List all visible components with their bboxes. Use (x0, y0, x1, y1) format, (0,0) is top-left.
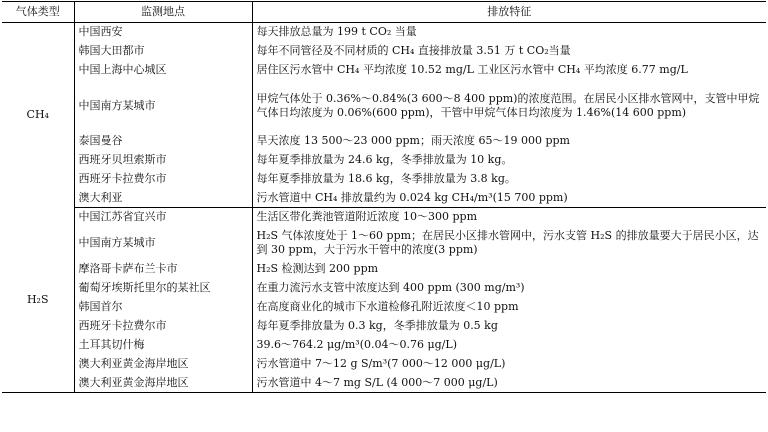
table-row (2, 132, 766, 151)
table-row (2, 355, 766, 374)
location-cell: 西班牙卡拉费尔市 (74, 170, 252, 189)
feature-cell: 在高度商业化的城市下水道检修孔附近浓度＜10 ppm (256, 300, 519, 313)
emission-table (2, 1, 766, 393)
table-row (2, 170, 766, 189)
location-cell: 中国西安 (74, 23, 252, 42)
feature-cell: 每年夏季排放量为 18.6 kg，冬季排放量为 3.8 kg。 (256, 172, 516, 185)
feature-cell: 每天排放总量为 199 t CO₂ 当量 (256, 25, 417, 39)
table-row (2, 23, 766, 42)
gas-type-cell: CH₄ (2, 23, 74, 208)
location-cell: 韩国大田都市 (74, 42, 252, 61)
table-row (2, 227, 766, 260)
location-cell: 澳大利亚 (74, 189, 252, 208)
feature-cell: 每年夏季排放量为 24.6 kg，冬季排放量为 10 kg。 (256, 153, 513, 166)
table-row (2, 298, 766, 317)
location-cell: 澳大利亚黄金海岸地区 (74, 374, 252, 393)
feature-cell: H₂S 检测达到 200 ppm (256, 262, 379, 275)
table-row (2, 189, 766, 208)
gas-type-cell: H₂S (2, 208, 74, 393)
location-cell: 澳大利亚黄金海岸地区 (74, 355, 252, 374)
table-row (2, 151, 766, 170)
location-cell: 土耳其切什梅 (74, 336, 252, 355)
feature-cell: 污水管道中 7～12 g S/m³(7 000～12 000 μg/L) (256, 357, 506, 370)
feature-cell: 每年夏季排放量为 0.3 kg，冬季排放量为 0.5 kg (256, 319, 498, 332)
feature-cell: 每年不同管径及不同材质的 CH₄ 直接排放量 3.51 万 t CO₂当量 (256, 44, 571, 57)
feature-cell: 居住区污水管中 CH₄ 平均浓度 10.52 mg/L 工业区污水管中 CH₄ 平均浓度 6.77 mg/L (256, 63, 688, 76)
table-row (2, 336, 766, 355)
header-feature: 排放特征 (252, 2, 766, 23)
feature-cell: H₂S 气体浓度处于 1～60 ppm；在居民小区排水管网中，污水支管 H₂S 的排放量要大于居民小区，达到 30 ppm，大于污水干管中的浓度(3 ppm) (256, 229, 759, 256)
location-cell: 泰国曼谷 (74, 132, 252, 151)
location-cell: 中国江苏省宜兴市 (74, 208, 252, 227)
table-row (2, 208, 766, 227)
feature-cell: 旱天浓度 13 500～23 000 ppm；雨天浓度 65～19 000 ppm (256, 134, 570, 147)
table-row (2, 42, 766, 61)
table-row (2, 260, 766, 279)
location-cell: 中国南方某城市 (74, 80, 252, 132)
location-cell: 中国上海中心城区 (74, 61, 252, 80)
table-row (2, 61, 766, 80)
feature-cell: 生活区带化粪池管道附近浓度 10～300 ppm (256, 210, 477, 224)
location-cell: 摩洛哥卡萨布兰卡市 (74, 260, 252, 279)
feature-cell: 污水管道中 CH₄ 排放量约为 0.024 kg CH₄/m³(15 700 ppm) (252, 189, 766, 208)
table-row (2, 317, 766, 336)
location-cell: 西班牙贝坦索斯市 (74, 151, 252, 170)
table-row (2, 374, 766, 393)
header-location: 监测地点 (74, 2, 252, 23)
feature-cell: 污水管道中 4～7 mg S/L (4 000～7 000 μg/L) (252, 374, 766, 393)
table-row (2, 279, 766, 298)
feature-cell: 甲烷气体处于 0.36%～0.84%(3 600～8 400 ppm)的浓度范围。在居民小区排水管网中，支管中甲烷气体日均浓度为 0.06%(600 ppm)，干管中甲烷气体日均浓度为 1.46%(14 600 ppm) (256, 91, 760, 119)
table-row (2, 80, 766, 132)
header-row (2, 2, 766, 23)
feature-cell: 在重力流污水支管中浓度达到 400 ppm (300 mg/m³) (256, 281, 525, 294)
feature-cell: 39.6～764.2 μg/m³(0.04～0.76 μg/L) (256, 338, 457, 351)
location-cell: 韩国首尔 (74, 298, 252, 317)
location-cell: 西班牙卡拉费尔市 (74, 317, 252, 336)
location-cell: 葡萄牙埃斯托里尔的某社区 (74, 279, 252, 298)
location-cell: 中国南方某城市 (74, 227, 252, 260)
header-gas-type: 气体类型 (2, 2, 74, 23)
